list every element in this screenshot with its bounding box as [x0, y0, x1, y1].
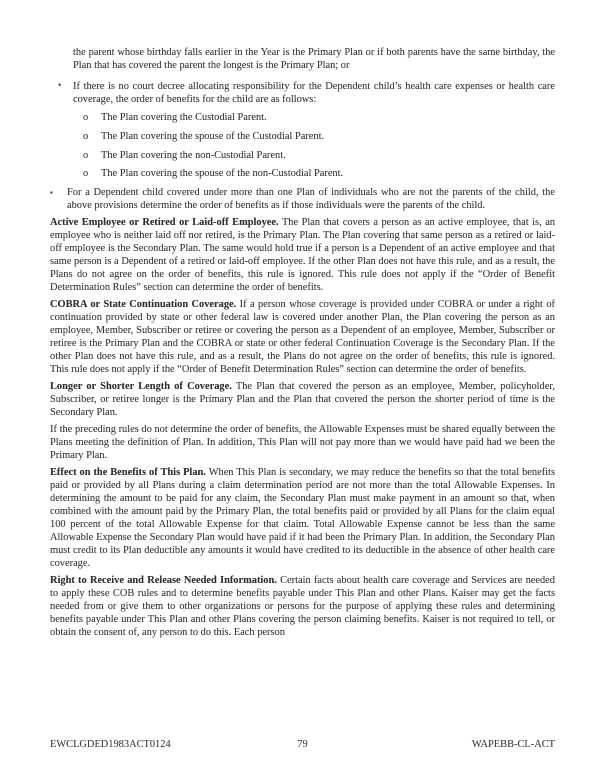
paragraph-lead: Longer or Shorter Length of Coverage. [50, 381, 232, 393]
paragraph-lead: Right to Receive and Release Needed Information. [50, 574, 277, 586]
paragraph-length-of-coverage [50, 380, 555, 419]
paragraph-active-employee [50, 216, 555, 295]
paragraph-lead: COBRA or State Continuation Coverage. [50, 299, 237, 310]
list-item-court-decree [58, 80, 555, 106]
paragraph-lead: Active Employee or Retired or Laid-off Employee. [50, 216, 279, 228]
list-item-text: If there is no court decree allocating responsibility for the Dependent child’s health care expenses or health care coverage, the order of benefits for the child are as follows: [73, 81, 555, 106]
round-bullet-icon: • [58, 81, 62, 92]
square-bullet-icon: ▪ [50, 187, 53, 197]
footer-plan-code: WAPEBB-CL-ACT [471, 739, 555, 750]
list-item-text: The Plan covering the Custodial Parent. [101, 112, 267, 124]
continuation-paragraph: the parent whose birthday falls earlier in the Year is the Primary Plan or if both parents have the same birthday, the Plan that has covered the parent the longest is the Primary Plan; or [73, 47, 555, 72]
paragraph-body: If the preceding rules do not determine the order of benefits, the Allowable Expenses must be shared equally between the Plans meeting the definition of Plan. In addition, This Plan will not pay more than we would have paid had we been the Primary Plan. [50, 423, 555, 462]
list-item-text: The Plan covering the non-Custodial Parent. [101, 149, 286, 161]
paragraph-body: The Plan that covers a person as an active employee, that is, an employee who is neither laid off nor retired, is the Primary Plan. The Plan covering that same person as a retired or laid-off employee is the Secondary Plan. The same would hold true if a person is a Dependent of an active employee and that same person is a Dependent of a retired or laid-off employee. If the other Plan does not have this rule, and as a result, the Plans do not agree on the order of benefits, this rule is ignored. This rule does not apply if the “Order of Benefit Determination Rules” section can determine the order of benefits. [50, 216, 555, 294]
paragraph-preceding-rules [50, 423, 555, 462]
circle-bullet-icon: o [83, 130, 89, 142]
page-content [50, 46, 555, 643]
paragraph-cobra [50, 298, 555, 377]
paragraph-body: If a person whose coverage is provided under COBRA or under a right of continuation provided by state or other federal law is covered under another Plan, the Plan covering the person as an employee, Member, Subscriber or retiree or covering the person as a Dependent of an employee, Member, Subscriber or retiree is the Primary Plan and the COBRA or state or other federal Continuation Coverage is the Secondary Plan. If the other Plan does not have this rule, and as a result, the Plans do not agree on the order of benefits, this rule is ignored. This rule does not apply if the “Order of Benefit Determination Rules” section can determine the order of benefits. [50, 299, 555, 376]
footer-page-number: 79 [297, 739, 308, 750]
list-item-spouse-non-custodial-parent [83, 167, 555, 180]
list-item-text: The Plan covering the spouse of the Custodial Parent. [101, 130, 325, 142]
list-item-dependent-child [50, 186, 555, 212]
paragraph-effect-on-benefits [50, 466, 555, 571]
paragraph-lead: Effect on the Benefits of This Plan. [50, 466, 206, 478]
page-footer [50, 739, 555, 750]
list-item-non-custodial-parent [83, 149, 555, 162]
circle-bullet-icon: o [83, 149, 89, 161]
paragraph-body: Certain facts about health care coverage and Services are needed to apply these COB rules and to determine benefits payable under This Plan and other Plans. Kaiser may get the facts needed from or give them to other organizations or persons for the purpose of applying these rules and determining benefits payable under This Plan and other Plans covering the person claiming benefits. Kaiser is not required to tell, or obtain the consent of, any person to do this. Each person [50, 574, 555, 639]
paragraph-right-to-receive [50, 574, 555, 639]
paragraph-body: The Plan that covered the person as an employee, Member, policyholder, Subscriber, or retiree longer is the Primary Plan and the Plan that covered the person the shorter period of time is the Secondary Plan. [50, 381, 555, 419]
list-item-text: The Plan covering the spouse of the non-Custodial Parent. [101, 168, 344, 180]
circle-bullet-icon: o [83, 112, 89, 124]
list-item-spouse-custodial-parent [83, 130, 555, 143]
circle-bullet-icon: o [83, 168, 89, 180]
list-item-custodial-parent [83, 111, 555, 124]
footer-document-code: EWCLGDED1983ACT0124 [50, 739, 171, 750]
paragraph-body: When This Plan is secondary, we may reduce the benefits so that the total benefits paid or provided by all Plans during a claim determination period are not more than the total Allowable Expenses. In determining the amount to be paid for any claim, the Secondary Plan must make payment in an amount so that, when combined with the amount paid by the Primary Plan, the total benefits paid or provided by all Plans for the claim equal 100 percent of the total Allowable Expense for that claim. Total Allowable Expense cannot be less than the same Allowable Expense the Secondary Plan would have paid if it had been the Primary Plan. In addition, the Secondary Plan must credit to its Plan deductible any amounts it would have credited to its deductible in the absence of other health care coverage. [50, 466, 555, 570]
list-item-text: For a Dependent child covered under more than one Plan of individuals who are not the parents of the child, the above provisions determine the order of benefits as if those individuals were the parents of the child. [67, 186, 555, 211]
